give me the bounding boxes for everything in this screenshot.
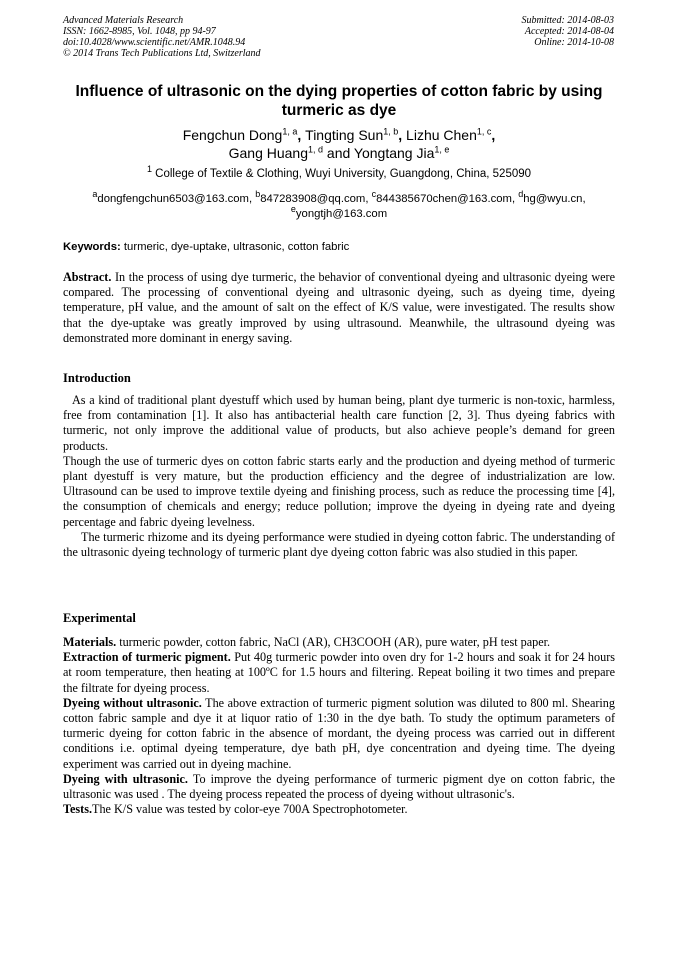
author-name: Tingting Sun	[305, 127, 384, 143]
dates-header	[522, 15, 615, 48]
doi-line[interactable]: doi:10.4028/www.scientific.net/AMR.1048.94	[63, 37, 246, 48]
journal-name: Advanced Materials Research	[63, 15, 184, 26]
dyeing-without-label: Dyeing without ultrasonic.	[63, 695, 202, 710]
experimental-body	[63, 635, 615, 817]
email-address[interactable]: yongtjh@163.com	[295, 208, 388, 220]
paragraph-tests	[63, 802, 615, 817]
issn-line: ISSN: 1662-8985, Vol. 1048, pp 94-97	[63, 26, 216, 37]
affiliation-text: College of Textile & Clothing, Wuyi University, Guangdong, China, 525090	[151, 168, 532, 180]
author-separator: and	[323, 145, 354, 161]
keywords-text: turmeric, dye-uptake, ultrasonic, cotton fabric	[120, 241, 350, 253]
email-superscript: e	[290, 204, 296, 215]
email-address[interactable]: 847283908@qq.com,	[260, 193, 372, 205]
author-superscript: 1, e	[434, 144, 450, 155]
author-name: Lizhu Chen	[406, 127, 477, 143]
email-address[interactable]: hg@wyu.cn,	[523, 193, 586, 205]
extraction-text: Put 40g turmeric powder into oven dry for 1-2 hours and soak it for 24 hours at room temperature, then heating at 100ºC for 1.5 hours and filtering. Repeat boiling it two times and prepare the filtrate for dyeing process.	[63, 650, 615, 695]
email-address[interactable]: 844385670chen@163.com,	[376, 193, 519, 205]
abstract-text: In the process of using dye turmeric, the behavior of conventional dyeing and ultrasonic dyeing were compared. The processing of conventional dyeing and ultrasonic dyeing, such as dyeing time, dyeing temperature, pH value, and the amount of salt on the effect of K/S value, were investigated. The results show that the dye-uptake was greatly improved by using ultrasound. Meanwhile, the ultrasound dyeing was demonstrated more dominant in energy saving.	[63, 270, 615, 345]
author-superscript: 1, c	[476, 126, 492, 137]
author-separator: ,	[297, 127, 306, 143]
paragraph-materials	[63, 635, 615, 650]
paragraph: The turmeric rhizome and its dyeing performance were studied in dyeing cotton fabric. The understanding of the ultrasonic dyeing technology of turmeric plant dye dyeing cotton fabric was also studied in this paper.	[63, 529, 615, 560]
paragraph: Though the use of turmeric dyes on cotton fabric starts early and the production and dyeing method of turmeric plant dyestuff is very mature, but the production efficiency and the degree of industrialization are low. Ultrasound can be used to improve textile dyeing and finishing process, such as reduce the processing time [4], the consumption of chemicals and energy; reduce pollution; improve the dyeing in dyeing rate and dyeing percentage and fabric dyeing levelness.	[63, 453, 615, 529]
author-list	[70, 126, 608, 162]
keywords-label: Keywords:	[63, 241, 121, 253]
section-heading-introduction: Introduction	[63, 371, 131, 385]
email-superscript: a	[92, 189, 98, 200]
paper-title: Influence of ultrasonic on the dying properties of cotton fabric by using turmeric as dye	[75, 83, 603, 119]
paragraph-dyeing-with	[63, 772, 615, 802]
author-superscript: 1, b	[383, 126, 399, 137]
section-heading-experimental: Experimental	[63, 611, 136, 625]
paragraph: As a kind of traditional plant dyestuff which used by human being, plant dye turmeric is non-toxic, harmless, free from contamination [1]. It also has antibacterial health care function [2, 3]. Thus dyeing fabrics with turmeric, not only improve the additional value of products, but also achieve people’s demand for green products.	[63, 393, 615, 453]
paragraph-dyeing-without	[63, 696, 615, 772]
journal-header	[63, 15, 261, 59]
introduction-body	[63, 393, 615, 560]
submitted-date: Submitted: 2014-08-03	[521, 15, 614, 26]
author-separator: ,	[491, 127, 496, 143]
tests-label: Tests.	[63, 802, 93, 817]
author-name: Gang Huang	[228, 145, 309, 161]
email-superscript: c	[371, 189, 377, 200]
dyeing-without-text: The above extraction of turmeric pigment solution was diluted to 800 ml. Shearing cotton fabric sample and dye it at liquor ratio of 1:30 in the dye bath. To study the optimum parameters of turmeric dyeing for cotton fabric in the absence of mordant, the dyeing process was carried out in different conditions i.e. optimal dyeing temperature, dye bath pH, dye concentration and dyeing time. The dyeing experiment was carried out in dyeing machine.	[63, 695, 615, 771]
email-superscript: d	[518, 189, 524, 200]
email-address[interactable]: dongfengchun6503@163.com,	[97, 193, 256, 205]
dyeing-with-text: To improve the dyeing performance of turmeric pigment dye on cotton fabric, the ultrasonic was used . The dyeing process repeated the process of dyeing without ultrasonic's.	[63, 771, 615, 802]
affiliation-superscript: 1	[146, 164, 152, 175]
accepted-date: Accepted: 2014-08-04	[524, 26, 614, 37]
email-superscript: b	[255, 189, 261, 200]
author-name: Fengchun Dong	[182, 127, 283, 143]
extraction-label: Extraction of turmeric pigment.	[63, 650, 231, 665]
author-superscript: 1, a	[282, 126, 298, 137]
author-separator: ,	[398, 127, 407, 143]
author-superscript: 1, d	[308, 144, 324, 155]
materials-text: turmeric powder, cotton fabric, NaCl (AR), CH3COOH (AR), pure water, pH test paper.	[116, 635, 551, 649]
keywords	[63, 240, 615, 254]
abstract-label: Abstract.	[63, 270, 112, 284]
author-name: Yongtang Jia	[353, 145, 435, 161]
dyeing-with-label: Dyeing with ultrasonic.	[63, 771, 188, 786]
paragraph-extraction	[63, 650, 615, 696]
abstract	[63, 270, 615, 346]
affiliation	[63, 164, 615, 181]
online-date: Online: 2014-10-08	[534, 37, 614, 48]
materials-label: Materials.	[63, 635, 117, 649]
copyright-line: © 2014 Trans Tech Publications Ltd, Switzerland	[63, 48, 261, 59]
tests-text: The K/S value was tested by color-eye 700A Spectrophotometer.	[92, 802, 408, 817]
email-list	[63, 189, 615, 222]
